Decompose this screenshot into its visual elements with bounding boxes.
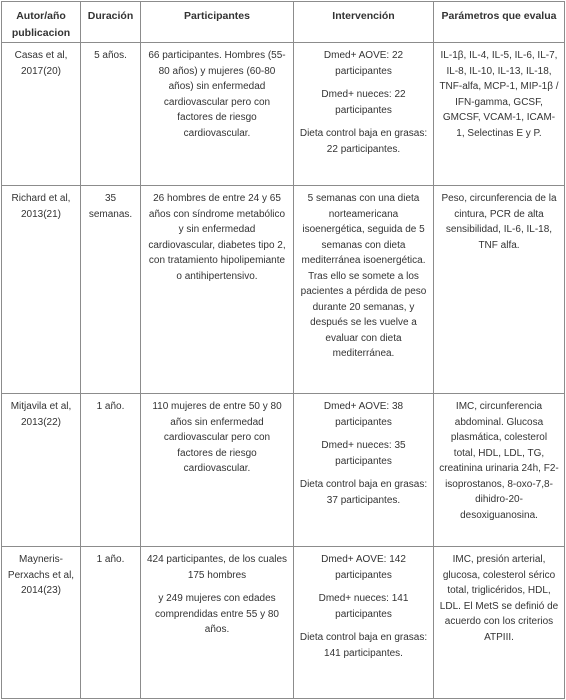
cell-parameters: IMC, circunferencia abdominal. Glucosa plasmática, colesterol total, HDL, LDL, TG, creatinina urinaria 24h, F2- isoprostanos, 8-oxo-7,8-dihidro-20-desoxiguanosina.	[434, 394, 565, 547]
table-row	[2, 186, 565, 394]
table-row	[2, 547, 565, 699]
cell-intervention	[294, 394, 434, 547]
cell-intervention	[294, 43, 434, 186]
intervention-text: Dmed+ nueces: 35 participantes	[321, 440, 406, 467]
cell-duration: 35 semanas.	[81, 186, 141, 394]
cell-parameters: Peso, circunferencia de la cintura, PCR de alta sensibilidad, IL-6, IL-18, TNF alfa.	[434, 186, 565, 394]
intervention-text: Dieta control baja en grasas: 37 participantes.	[299, 479, 428, 506]
cell-intervention	[294, 547, 434, 699]
participants-text: 424 participantes, de los cuales 175 hombres	[146, 554, 288, 581]
cell-intervention	[294, 186, 434, 394]
table-row	[2, 43, 565, 186]
intervention-text: Dmed+ AOVE: 142 participantes	[321, 554, 406, 581]
cell-participants	[141, 394, 294, 547]
header-participants: Participantes	[141, 2, 294, 43]
cell-author: Richard et al, 2013(21)	[2, 186, 81, 394]
participants-text: y 249 mujeres con edades comprendidas entre 55 y 80 años.	[155, 593, 279, 635]
header-intervention: Intervención	[294, 2, 434, 43]
intervention-text: Dmed+ nueces: 22 participantes	[321, 89, 406, 116]
header-parameters: Parámetros que evalua	[434, 2, 565, 43]
participants-text: 66 participantes. Hombres (55-80 años) y mujeres (60-80 años) sin enfermedad cardiovascular pero con factores de riesgo cardiovascular.	[148, 50, 286, 139]
intervention-text: 5 semanas con una dieta norteamericana isoenergética, seguida de 5 semanas con dieta mediterránea isoenergética. Tras ello se somete a los pacientes a pérdida de peso durante 20 semanas, y después se les vuelve a evaluar con dieta mediterránea.	[300, 193, 427, 359]
cell-duration: 1 año.	[81, 547, 141, 699]
table-row	[2, 394, 565, 547]
header-row	[2, 2, 565, 43]
cell-duration: 1 año.	[81, 394, 141, 547]
intervention-text: Dmed+ AOVE: 38 participantes	[323, 401, 404, 428]
cell-parameters: IL-1β, IL-4, IL-5, IL-6, IL-7, IL-8, IL-10, IL-13, IL-18, TNF-alfa, MCP-1, MIP-1β / IFN-gamma, GCSF, GMCSF, VCAM-1, ICAM-1, Selectinas E y P.	[434, 43, 565, 186]
intervention-text: Dmed+ AOVE: 22 participantes	[323, 50, 404, 77]
intervention-text: Dmed+ nueces: 141 participantes	[318, 593, 409, 620]
cell-duration: 5 años.	[81, 43, 141, 186]
cell-parameters: IMC, presión arterial, glucosa, colesterol sérico total, triglicéridos, HDL, LDL. El MetS se definió de acuerdo con los criterios ATPIII.	[434, 547, 565, 699]
header-author: Autor/año publicacion	[2, 2, 81, 43]
cell-participants	[141, 186, 294, 394]
cell-participants	[141, 43, 294, 186]
study-table	[1, 1, 565, 699]
cell-author: Mayneris-Perxachs et al, 2014(23)	[2, 547, 81, 699]
intervention-text: Dieta control baja en grasas: 141 participantes.	[299, 632, 428, 659]
cell-author: Casas et al, 2017(20)	[2, 43, 81, 186]
participants-text: 26 hombres de entre 24 y 65 años con síndrome metabólico y sin enfermedad cardiovascular, diabetes tipo 2, con tratamiento hipolipemiante o antihipertensivo.	[148, 193, 286, 282]
header-duration: Duración	[81, 2, 141, 43]
cell-author: Mitjavila et al, 2013(22)	[2, 394, 81, 547]
participants-text: 110 mujeres de entre 50 y 80 años sin enfermedad cardiovascular pero con factores de riesgo cardiovascular.	[152, 401, 282, 474]
cell-participants	[141, 547, 294, 699]
intervention-text: Dieta control baja en grasas: 22 participantes.	[299, 128, 428, 155]
